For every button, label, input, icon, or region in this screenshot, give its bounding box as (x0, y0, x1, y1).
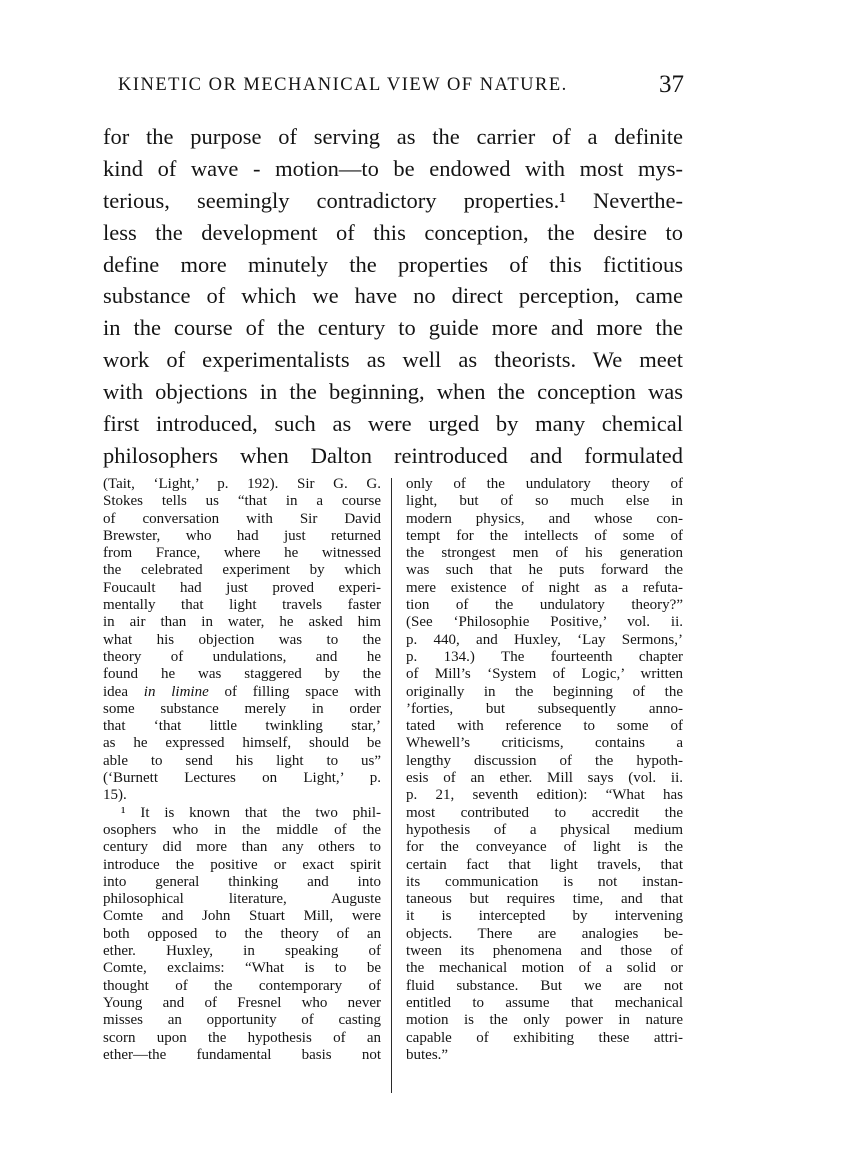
footnote-line: 15). (103, 787, 127, 804)
text-line: for the purpose of serving as the carrier of a definite (103, 124, 683, 149)
footnote-line: Foucault had just proved experi- (103, 579, 381, 596)
footnote-line: theory of undulations, and he (103, 648, 381, 665)
footnote-line: from France, where he witnessed (103, 545, 381, 562)
footnote-line: idea in limine of filling space with (103, 683, 382, 700)
footnote-line: esis of an ether. Mill says (vol. ii. (406, 770, 683, 787)
text-line: work of experimentalists as well as theorists. We meet (103, 347, 683, 373)
main-text (103, 121, 683, 472)
footnote-line: osophers who in the middle of the (103, 821, 381, 838)
text-line: philosophers when Dalton reintroduced and formulated (103, 442, 683, 468)
footnote-line: (‘Burnett Lectures on Light,’ p. (103, 770, 381, 787)
footnote-line: for the conveyance of light is the (406, 839, 683, 856)
text-line: less the development of this conception, the desire to (103, 219, 683, 245)
footnote-line: it is intercepted by intervening (406, 908, 683, 925)
footnote-line: tempt for the intellects of some of (406, 527, 683, 544)
footnote-line: tion of the undulatory theory?” (406, 597, 683, 614)
text-line: with objections in the beginning, when the conception was (103, 379, 683, 405)
text-line: substance of which we have no direct perception, came (103, 283, 683, 309)
page-number: 37 (659, 71, 684, 98)
footnote-line: in air than in water, he asked him (103, 614, 381, 631)
footnote-line: found he was staggered by the (103, 666, 381, 683)
running-title: KINETIC OR MECHANICAL VIEW OF NATURE. (118, 75, 568, 95)
footnote-line: some substance merely in order (103, 700, 381, 717)
footnote-line: introduce the positive or exact spirit (103, 856, 381, 873)
footnote-line: misses an opportunity of casting (103, 1012, 381, 1029)
footnote-line: the celebrated experiment by which (103, 562, 381, 579)
footnote-line: century did more than any others to (103, 839, 381, 856)
footnote-line: motion is the only power in nature (406, 1012, 683, 1029)
footnote-line: ’forties, but subsequently anno- (406, 700, 683, 717)
footnote-line: certain fact that light travels, that (406, 856, 683, 873)
text-line: terious, seemingly contradictory properties.¹ Neverthe- (103, 187, 683, 213)
footnote-line: as he expressed himself, should be (103, 735, 381, 752)
footnote-line: p. 440, and Huxley, ‘Lay Sermons,’ (406, 631, 683, 648)
footnote-line: thought of the contemporary of (103, 977, 381, 994)
footnote-line: Young and of Fresnel who never (103, 994, 381, 1011)
footnote-line: philosophical literature, Auguste (103, 891, 381, 908)
footnote-line: Whewell’s criticisms, contains a (406, 735, 683, 752)
text-line: first introduced, such as were urged by many chemical (103, 411, 683, 437)
footnote-line: of Mill’s ‘System of Logic,’ written (406, 666, 683, 683)
footnote-line: scorn upon the hypothesis of an (103, 1029, 381, 1046)
footnote-line: ether—the fundamental basis not (103, 1046, 381, 1063)
footnote-line: mere existence of night as a refuta- (406, 579, 683, 596)
footnote-line: tween its phenomena and those of (406, 943, 683, 960)
footnote-line: was such that he puts forward the (406, 562, 683, 579)
footnote-line: what his objection was to the (103, 631, 381, 648)
footnote-line: its communication is not instan- (406, 873, 683, 890)
footnote-line: of conversation with Sir David (103, 510, 381, 527)
footnote-line: tated with reference to some of (406, 718, 683, 735)
footnote-line: originally in the beginning of the (406, 683, 683, 700)
italic-phrase: in limine (143, 683, 209, 700)
footnote-line: modern physics, and whose con- (406, 510, 683, 527)
footnote-line: butes.” (406, 1046, 449, 1063)
footnote-line: p. 134.) The fourteenth chapter (406, 648, 683, 665)
footnote-line: both opposed to the theory of an (103, 925, 381, 942)
footnote-line: Comte and John Stuart Mill, were (103, 908, 381, 925)
footnote-line: hypothesis of a physical medium (406, 821, 683, 838)
footnote-line: fluid substance. But we are not (406, 977, 683, 994)
footnote-line: ether. Huxley, in speaking of (103, 943, 381, 960)
running-head (104, 71, 684, 101)
footnote-line: capable of exhibiting these attri- (406, 1029, 683, 1046)
footnote-line: objects. There are analogies be- (406, 925, 683, 942)
footnote-line: (See ‘Philosophie Positive,’ vol. ii. (406, 614, 683, 631)
footnote-line: most contributed to accredit the (406, 804, 683, 821)
footnote-line: p. 21, seventh edition): “What has (406, 787, 683, 804)
text-line: in the course of the century to guide more and more the (103, 315, 683, 341)
footnote-line: mentally that light travels faster (103, 597, 381, 614)
text-line: kind of wave - motion—to be endowed with most mys- (103, 155, 683, 181)
footnote-line: able to send his light to us” (103, 752, 381, 769)
footnote-line: the strongest men of his generation (406, 545, 683, 562)
footnote-line: lengthy discussion of the hypoth- (406, 752, 683, 769)
text-line: define more minutely the properties of this fictitious (103, 251, 683, 277)
footnote-line: only of the undulatory theory of (406, 476, 683, 492)
footnote-column-left (103, 476, 381, 1064)
footnote-line: (Tait, ‘Light,’ p. 192). Sir G. G. (103, 476, 381, 492)
footnote-line: taneous but requires time, and that (406, 891, 683, 908)
footnote-column-right (406, 476, 683, 1064)
footnote-line: Brewster, who had just returned (103, 527, 381, 544)
footnote-line: Comte, exclaims: “What is to be (103, 960, 381, 977)
footnote-line: light, but of so much else in (406, 493, 683, 510)
footnote-line: entitled to assume that mechanical (406, 994, 683, 1011)
column-divider (391, 478, 392, 1093)
footnote-line: Stokes tells us “that in a course (103, 493, 381, 510)
footnote-line: that ‘that little twinkling star,’ (103, 718, 381, 735)
footnote-line: ¹ It is known that the two phil- (121, 804, 381, 821)
footnote-line: into general thinking and into (103, 873, 381, 890)
footnote-line: the mechanical motion of a solid or (406, 960, 683, 977)
